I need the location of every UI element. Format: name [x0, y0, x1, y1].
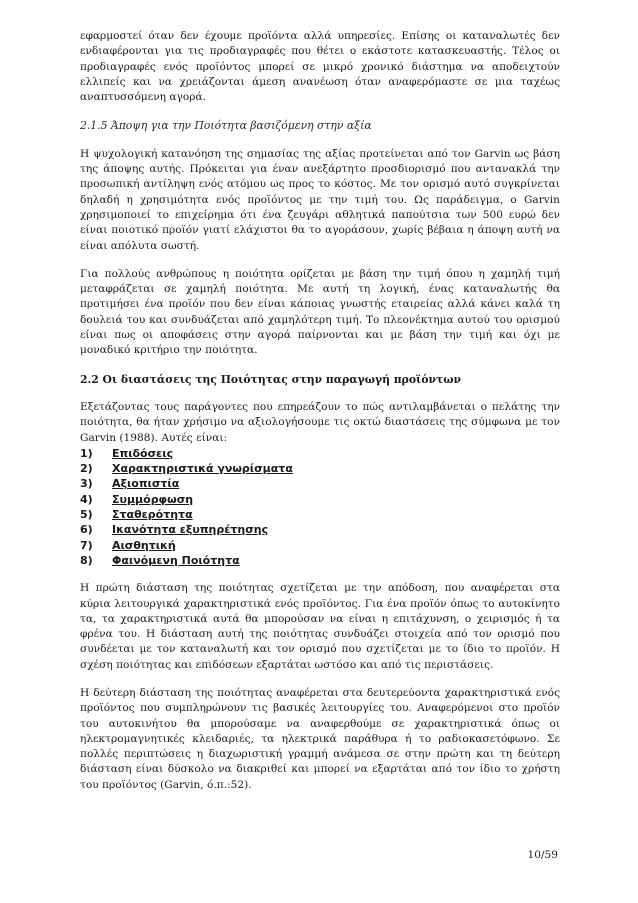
dimension-label: Επιδόσεις — [112, 446, 174, 460]
dimension-number: 1) — [80, 446, 93, 460]
dimension-number: 7) — [80, 538, 93, 552]
page-number: 10/59 — [527, 849, 558, 861]
paragraph-dimensions-intro: Εξετάζοντας τους παράγοντες που επηρεάζουν το πώς αντιλαμβάνεται ο πελάτης την ποιότητα, θα ήταν χρήσιμο να αξιολογήσουμε τις οκτώ διαστάσεις της σύμφωνα με τον Garvin (1988). Αυτές είναι: — [80, 400, 560, 444]
dimension-item — [80, 461, 560, 476]
dimension-item — [80, 492, 560, 507]
section-heading-2-2: 2.2 Οι διαστάσεις της Ποιότητας στην παραγωγή προϊόντων — [80, 372, 461, 386]
paragraph-price-quality: Για πολλούς ανθρώπους η ποιότητα ορίζεται με βάση την τιμή όπου η χαμηλή τιμή μεταφράζεται σε χαμηλή ποιότητα. Με αυτή τη λογική, ένας καταναλωτής θα προτιμήσει ένα προϊόν που δεν είναι κάποιας γνωστής εταιρείας αλλά κάνει καλά τη δουλειά του και συνδυάζεται από χαμηλότερη τιμή. Το πλεονέκτημα αυτού του ορισμού είναι πως οι αποφάσεις στην αγορά παίρνονται και με βάση την τιμή και όχι με μοναδικό κριτήριο την ποιότητα. — [80, 267, 560, 357]
dimensions-list — [80, 446, 560, 568]
dimension-item — [80, 538, 560, 553]
dimension-label: Συμμόρφωση — [112, 492, 194, 506]
paragraph-garvin-value: Η ψυχολογική κατανόηση της σημασίας της αξίας προτείνεται από τον Garvin ως βάση της άποψης αυτής. Πρόκειται για έναν ανεξάρτητο προσδιορισμό που αντανακλά την προσωπική αντίληψη ενός ατόμου ως προς το κόστος. Με τον ορισμό αυτό συγκρίνεται δηλαδή η χρησιμότητα ενός προϊόντος με την τιμή του. Ως παράδειγμα, ο Garvin χρησιμοποιεί το επιχείρημα ότι ένα ζευγάρι αθλητικά παπούτσια των 500 ευρώ δεν είναι ποιοτικό προϊόν γιατί ελάχιστοι θα το αγοράσουν, χωρίς βέβαια η άποψη αυτή να είναι απόλυτα σωστή. — [80, 147, 560, 252]
dimension-item — [80, 476, 560, 491]
dimension-number: 4) — [80, 492, 93, 506]
dimension-number: 8) — [80, 553, 93, 567]
section-heading-2-1-5: 2.1.5 Άποψη για την Ποιότητα βασιζόμενη στην αξία — [80, 119, 372, 133]
dimension-number: 5) — [80, 508, 93, 522]
page-content — [80, 29, 560, 806]
dimension-label: Φαινόμενη Ποιότητα — [112, 553, 240, 567]
dimension-label: Ικανότητα εξυπηρέτησης — [112, 523, 269, 537]
paragraph-second-dimension: Η δεύτερη διάσταση της ποιότητας αναφέρεται στα δευτερεύοντα χαρακτηριστικά ενός προϊόντος που συμπληρώνουν τις βασικές λειτουργίες του. Αναφερόμενοι στο προϊόν του αυτοκινήτου θα μπορούσαμε να αναφερθούμε σε χαρακτηριστικά όπως οι ηλεκτρομαγνητικές κλειδαριές, τα ηλεκτρικά παράθυρα ή το ραδιοκασετόφωνο. Σε πολλές περιπτώσεις η διαχωριστική γραμμή ανάμεσα σε στην πρώτη και τη δεύτερη διάσταση είναι δύσκολο να διακριθεί και μπορεί να εξαρτάται από τον ίδιο το χρήστη του προϊόντος (Garvin, ό.π.:52). — [80, 686, 560, 791]
dimension-number: 2) — [80, 462, 93, 476]
dimension-item — [80, 522, 560, 537]
dimension-label: Χαρακτηριστικά γνωρίσματα — [112, 462, 293, 476]
dimension-label: Σταθερότητα — [112, 508, 193, 522]
dimension-label: Αισθητική — [112, 538, 176, 552]
dimension-label: Αξιοπιστία — [112, 477, 180, 491]
paragraph-continued: εφαρμοστεί όταν δεν έχουμε προϊόντα αλλά υπηρεσίες. Επίσης οι καταναλωτές δεν ενδιαφέρονται για τις προδιαγραφές που θέτει ο εκάστοτε κατασκευαστής. Τέλος οι προδιαγραφές ενός προϊόντος μπορεί σε μικρό χρονικό διάστημα να αποδειχτούν ελλιπείς και να χρειάζονται άμεση ανανέωση όταν αναφερόμαστε σε μια ταχέως αναπτυσσόμενη αγορά. — [80, 30, 560, 104]
dimension-item — [80, 507, 560, 522]
dimension-item — [80, 553, 560, 568]
paragraph-first-dimension: Η πρώτη διάσταση της ποιότητας σχετίζεται με την απόδοση, που αναφέρεται στα κύρια λειτουργικά χαρακτηριστικά ενός προϊόντος. Για ένα προϊόν όπως το αυτοκίνητο τα, τα χαρακτηριστικά αυτά θα μπορούσαν να είναι η επιτάχυνση, ο χειρισμός ή τα φρένα του. Η διάσταση αυτή της ποιότητας συνδυάζει στοιχεία από τον ορισμό που συνδέεται με τον καταναλωτή και τον ορισμό που σχετίζεται με το ίδιο το προϊόν. Η σχέση ποιότητας και επιδόσεων εξαρτάται ωστόσο και από τις περιστάσεις. — [80, 582, 560, 671]
dimension-number: 6) — [80, 523, 93, 537]
dimension-item — [80, 446, 560, 461]
dimension-number: 3) — [80, 477, 93, 491]
